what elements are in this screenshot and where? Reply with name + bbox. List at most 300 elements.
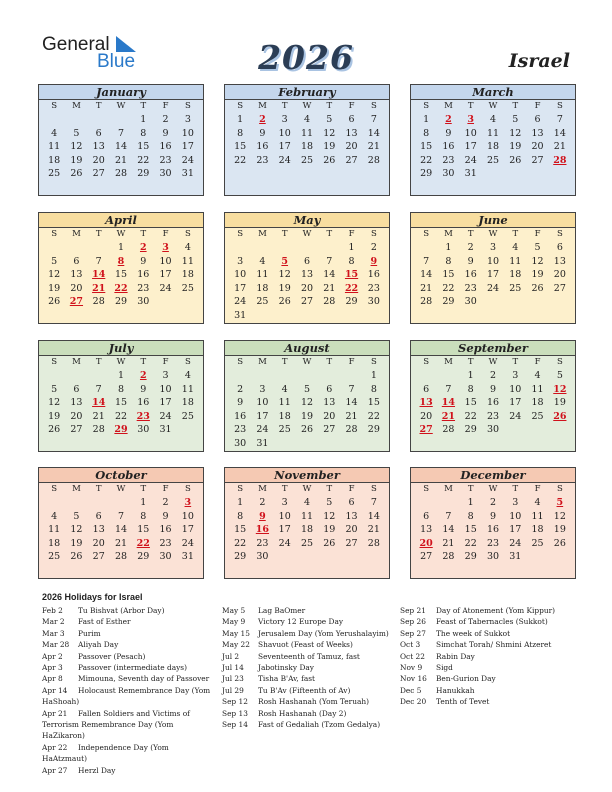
weekday-header: S	[184, 484, 191, 494]
day: 25	[486, 154, 500, 166]
day: 27	[92, 551, 105, 563]
weekday-header: S	[423, 229, 430, 239]
empty-day	[65, 369, 87, 383]
day: 2	[370, 242, 377, 253]
holiday-date: May 9	[222, 617, 246, 627]
day: 1	[370, 370, 377, 381]
empty-day	[296, 241, 318, 255]
empty-day	[88, 496, 110, 510]
day: 16	[464, 269, 477, 281]
holiday-day: 22	[136, 537, 150, 549]
weekday-header: W	[488, 229, 498, 239]
weekday-header: T	[512, 101, 519, 111]
day: 6	[73, 383, 80, 395]
day: 21	[114, 154, 128, 166]
month-december	[410, 467, 576, 579]
month-name: August	[225, 341, 389, 356]
empty-day	[229, 369, 251, 383]
weekday-header: W	[488, 484, 498, 494]
day: 10	[486, 255, 500, 267]
holiday-date: Nov 16	[400, 674, 427, 684]
weekday-header: F	[348, 357, 355, 367]
month-name: June	[411, 213, 575, 228]
holiday-name: Sigd	[436, 663, 453, 673]
day: 19	[531, 269, 544, 281]
day: 26	[48, 296, 61, 308]
day: 1	[423, 114, 430, 125]
empty-day	[251, 241, 273, 255]
weekday-header: T	[281, 101, 288, 111]
day: 30	[256, 551, 269, 563]
holiday-day: 21	[92, 282, 106, 294]
holiday-entry	[42, 685, 212, 708]
day: 25	[256, 296, 269, 308]
day: 4	[303, 497, 311, 508]
holiday-day: 2	[259, 114, 266, 125]
day: 24	[278, 154, 291, 166]
day: 6	[303, 255, 311, 267]
holiday-name: Passover (Pesach)	[78, 651, 146, 661]
holiday-entry	[222, 696, 392, 707]
holiday-entry	[222, 673, 392, 684]
day: 29	[114, 296, 128, 308]
holiday-name: Rosh Hashanah (Yom Teruah)	[258, 697, 369, 707]
weekday-header: W	[488, 101, 498, 111]
month-september	[410, 340, 576, 452]
day: 17	[159, 397, 172, 409]
holiday-entry	[42, 673, 212, 684]
day: 12	[48, 397, 61, 409]
holiday-name: Hanukkah	[436, 685, 475, 695]
holiday-day: 3	[184, 497, 192, 508]
holiday-name: Mimouna, Seventh day of Passover	[78, 674, 210, 684]
day: 24	[181, 154, 194, 166]
holiday-name: Tenth of Tevet	[436, 697, 490, 707]
day: 6	[326, 383, 333, 395]
month-name: February	[225, 85, 389, 100]
day: 16	[137, 269, 150, 281]
weekday-header: S	[237, 357, 244, 367]
day: 29	[367, 424, 380, 436]
day: 17	[278, 524, 291, 536]
holiday-day: 16	[255, 524, 270, 536]
day: 28	[323, 296, 336, 308]
day: 1	[348, 242, 355, 253]
day: 13	[92, 141, 105, 153]
day: 25	[181, 410, 194, 422]
holiday-name: Passover (intermediate days)	[78, 663, 187, 673]
day: 8	[237, 127, 244, 139]
day: 14	[345, 397, 358, 409]
day: 7	[117, 127, 125, 139]
empty-day	[88, 113, 110, 127]
weekday-header: W	[116, 229, 126, 239]
day: 27	[553, 282, 566, 294]
weekday-header: T	[512, 229, 519, 239]
holiday-name: The week of Sukkot	[436, 628, 511, 638]
day: 15	[234, 141, 247, 153]
day: 6	[423, 383, 430, 395]
day: 7	[445, 383, 452, 395]
month-name: September	[411, 341, 575, 356]
brand-name-general: General	[42, 34, 110, 55]
day: 24	[278, 537, 291, 549]
weekday-header: F	[348, 229, 355, 239]
holiday-entry	[222, 628, 392, 639]
day: 1	[140, 497, 147, 508]
day: 27	[345, 537, 358, 549]
weekday-header: T	[95, 484, 102, 494]
day: 17	[256, 410, 269, 422]
day: 10	[234, 269, 247, 281]
holiday-entry	[400, 639, 570, 650]
day: 25	[531, 537, 544, 549]
day: 4	[534, 370, 541, 381]
day: 12	[553, 510, 566, 522]
day: 12	[300, 397, 314, 409]
month-name: March	[411, 85, 575, 100]
month-grid	[411, 228, 575, 309]
day: 7	[117, 510, 125, 522]
holiday-day: 2	[139, 242, 147, 253]
day: 12	[48, 269, 61, 281]
weekday-header: S	[423, 101, 430, 111]
day: 17	[159, 269, 172, 281]
day: 2	[237, 383, 244, 395]
holiday-column	[400, 605, 570, 708]
day: 31	[464, 168, 477, 180]
day: 26	[323, 154, 336, 166]
month-november	[224, 467, 390, 579]
weekday-header: W	[488, 357, 498, 367]
day: 25	[300, 154, 314, 166]
day: 17	[181, 141, 194, 153]
empty-day	[65, 113, 87, 127]
day: 3	[281, 497, 288, 508]
holiday-date: Jul 14	[222, 663, 244, 673]
day: 9	[467, 255, 474, 267]
day: 9	[162, 510, 169, 522]
weekday-header: T	[140, 101, 147, 111]
day: 16	[159, 524, 172, 536]
month-name: May	[225, 213, 389, 228]
holiday-date: Apr 8	[42, 674, 63, 684]
day: 6	[95, 127, 102, 139]
day: 2	[489, 497, 497, 508]
month-name: April	[39, 213, 203, 228]
holiday-day: 14	[92, 397, 106, 409]
day: 8	[445, 255, 452, 267]
day: 15	[420, 141, 433, 153]
day: 12	[509, 127, 522, 139]
day: 16	[367, 269, 380, 281]
holiday-entry	[222, 685, 392, 696]
weekday-header: W	[302, 101, 312, 111]
holiday-entry	[42, 628, 212, 639]
holiday-name: Purim	[78, 628, 101, 638]
empty-day	[229, 241, 251, 255]
holiday-entry	[42, 708, 212, 742]
day: 13	[323, 397, 336, 409]
day: 26	[553, 537, 566, 549]
day: 19	[553, 524, 566, 536]
weekday-header: F	[162, 484, 169, 494]
day: 7	[370, 497, 377, 508]
day: 27	[531, 154, 544, 166]
weekday-header: T	[512, 484, 519, 494]
day: 4	[512, 242, 519, 253]
holiday-date: Apr 22	[42, 742, 68, 752]
holiday-day: 27	[69, 296, 84, 308]
empty-day	[274, 241, 296, 255]
holiday-entry	[400, 628, 570, 639]
empty-day	[296, 369, 318, 383]
holiday-date: Sep 27	[400, 628, 426, 638]
day: 19	[553, 397, 566, 409]
day: 31	[181, 551, 194, 563]
empty-day	[88, 241, 110, 255]
weekday-header: S	[556, 101, 563, 111]
day: 24	[159, 410, 172, 422]
day: 15	[464, 524, 477, 536]
day: 27	[420, 551, 433, 563]
holiday-entry	[222, 639, 392, 650]
holiday-date: Mar 2	[42, 617, 65, 627]
day: 14	[114, 524, 128, 536]
day: 28	[367, 537, 380, 549]
holiday-day: 22	[114, 282, 128, 294]
day: 8	[117, 383, 125, 395]
day: 6	[348, 114, 355, 125]
holiday-date: Jul 29	[222, 685, 244, 695]
day: 10	[509, 510, 522, 522]
empty-day	[318, 241, 340, 255]
day: 23	[486, 410, 500, 422]
weekday-header: S	[370, 484, 377, 494]
holiday-day: 5	[281, 255, 289, 267]
holiday-name: Ben-Gurion Day	[436, 674, 496, 684]
day: 29	[234, 551, 247, 563]
day: 18	[300, 141, 314, 153]
weekday-header: S	[184, 229, 191, 239]
holiday-day: 5	[556, 497, 564, 508]
day: 19	[278, 282, 291, 294]
weekday-header: S	[556, 357, 563, 367]
day: 25	[48, 551, 61, 563]
day: 16	[256, 141, 269, 153]
weekday-header: S	[237, 484, 244, 494]
day: 31	[509, 551, 522, 563]
holiday-day: 26	[553, 410, 567, 422]
day: 27	[92, 168, 105, 180]
day: 25	[278, 424, 291, 436]
day: 24	[181, 537, 194, 549]
day: 5	[556, 370, 563, 381]
weekday-header: T	[326, 229, 333, 239]
day: 22	[114, 410, 128, 422]
day: 19	[48, 282, 61, 294]
holiday-day: 12	[553, 383, 567, 395]
empty-day	[437, 369, 459, 383]
day: 17	[234, 282, 247, 294]
holiday-day: 15	[344, 269, 359, 281]
month-name: December	[411, 468, 575, 483]
day: 28	[114, 551, 128, 563]
weekday-header: F	[534, 484, 541, 494]
day: 13	[345, 127, 358, 139]
weekday-header: S	[370, 229, 377, 239]
day: 5	[326, 497, 333, 508]
holiday-entry	[400, 685, 570, 696]
day: 18	[181, 269, 194, 281]
day: 23	[159, 537, 172, 549]
weekday-header: F	[534, 229, 541, 239]
weekday-header: T	[281, 484, 288, 494]
day: 28	[420, 296, 433, 308]
day: 5	[512, 114, 519, 125]
weekday-header: M	[258, 484, 267, 494]
day: 14	[367, 510, 380, 522]
weekday-header: S	[556, 229, 563, 239]
day: 1	[467, 370, 474, 381]
day: 6	[348, 497, 355, 508]
day: 7	[348, 383, 355, 395]
day: 26	[323, 537, 336, 549]
day: 8	[140, 510, 147, 522]
calendar-year: 2026	[258, 38, 354, 77]
day: 4	[303, 114, 311, 125]
day: 9	[140, 255, 147, 267]
day: 15	[137, 141, 150, 153]
day: 28	[114, 168, 128, 180]
holiday-date: Dec 20	[400, 697, 427, 707]
day: 29	[420, 168, 433, 180]
month-october	[38, 467, 204, 579]
weekday-header: F	[162, 101, 169, 111]
day: 18	[531, 397, 544, 409]
holiday-day: 27	[419, 424, 433, 436]
month-grid	[411, 100, 575, 181]
day: 3	[281, 114, 288, 125]
day: 13	[345, 510, 358, 522]
day: 5	[534, 242, 541, 253]
weekday-header: W	[116, 357, 126, 367]
month-grid	[39, 228, 203, 309]
day: 3	[162, 370, 169, 381]
day: 14	[367, 127, 380, 139]
weekday-header: S	[51, 357, 58, 367]
day: 31	[256, 437, 269, 449]
day: 24	[256, 424, 269, 436]
holiday-entry	[400, 662, 570, 673]
empty-day	[251, 369, 273, 383]
weekday-header: M	[258, 229, 267, 239]
day: 6	[534, 114, 541, 125]
day: 7	[423, 255, 430, 267]
holiday-date: Oct 3	[400, 640, 421, 650]
day: 3	[259, 383, 266, 395]
day: 4	[184, 242, 191, 253]
weekday-header: F	[348, 101, 355, 111]
holiday-date: Sep 13	[222, 708, 248, 718]
day: 5	[51, 383, 58, 395]
day: 3	[489, 242, 497, 253]
day: 10	[181, 127, 194, 139]
holiday-day: 2	[139, 370, 147, 381]
day: 21	[114, 537, 128, 549]
month-name: January	[39, 85, 203, 100]
empty-day	[110, 496, 132, 510]
month-august	[224, 340, 390, 452]
day: 12	[70, 141, 83, 153]
day: 17	[509, 397, 522, 409]
holiday-day: 3	[467, 114, 475, 125]
day: 24	[159, 282, 172, 294]
holiday-entry	[42, 616, 212, 627]
holiday-name: Independence Day (Yom HaAtzmaut)	[42, 742, 169, 764]
day: 11	[181, 255, 194, 267]
day: 12	[323, 127, 336, 139]
month-july	[38, 340, 204, 452]
day: 22	[367, 410, 380, 422]
day: 24	[509, 410, 522, 422]
weekday-header: M	[72, 357, 81, 367]
day: 3	[237, 255, 244, 267]
holiday-day: 28	[553, 154, 567, 166]
weekday-header: S	[370, 357, 377, 367]
holidays-title: 2026 Holidays for Israel	[42, 592, 143, 602]
holiday-day: 23	[136, 410, 150, 422]
calendar-country: Israel	[508, 50, 570, 72]
weekday-header: S	[556, 484, 563, 494]
month-june	[410, 212, 576, 324]
day: 30	[486, 424, 500, 436]
holiday-entry	[222, 662, 392, 673]
day: 19	[323, 141, 336, 153]
day: 10	[256, 397, 269, 409]
holiday-entry	[222, 616, 392, 627]
day: 7	[326, 255, 333, 267]
holiday-date: Nov 9	[400, 663, 423, 673]
month-may	[224, 212, 390, 324]
day: 27	[323, 424, 336, 436]
holiday-day: 14	[441, 397, 456, 409]
month-february	[224, 84, 390, 196]
weekday-header: M	[258, 357, 267, 367]
holiday-day: 29	[114, 424, 128, 436]
day: 23	[234, 424, 247, 436]
day: 4	[51, 127, 58, 139]
weekday-header: T	[140, 229, 147, 239]
day: 2	[162, 497, 169, 508]
day: 16	[159, 141, 172, 153]
holiday-name: Seventeenth of Tamuz, fast	[258, 651, 360, 661]
day: 10	[159, 383, 172, 395]
holiday-entry	[400, 605, 570, 616]
day: 2	[489, 370, 497, 381]
holiday-date: Apr 27	[42, 765, 68, 775]
day: 18	[486, 141, 500, 153]
day: 21	[553, 141, 566, 153]
day: 19	[323, 524, 336, 536]
weekday-header: M	[258, 101, 267, 111]
day: 30	[367, 296, 380, 308]
day: 12	[70, 524, 83, 536]
day: 1	[117, 242, 125, 253]
day: 25	[48, 168, 61, 180]
weekday-header: T	[95, 229, 102, 239]
day: 4	[259, 255, 266, 267]
